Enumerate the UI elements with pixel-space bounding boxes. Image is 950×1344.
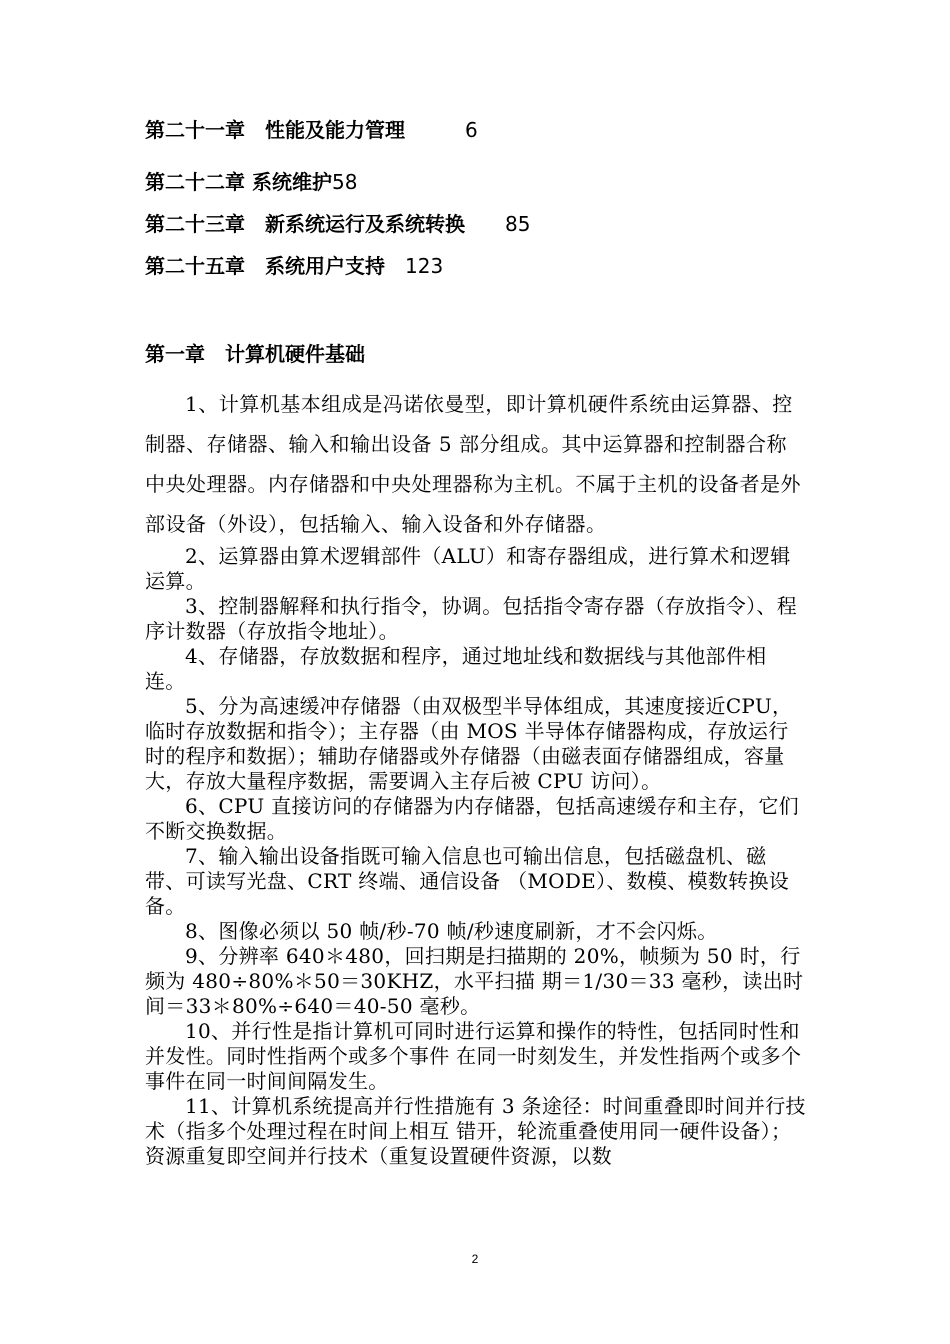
toc-entry-page: 6 bbox=[465, 118, 478, 142]
paragraph: 9、分辨率 640＊480，回扫期是扫描期的 20%，帧频为 50 时，行频为 480÷80%＊50＝30KHZ，水平扫描 期＝1/30＝33 毫秒，读出时间＝33＊80%÷640＝40-50 毫秒。 bbox=[145, 944, 804, 1018]
toc-entry[interactable] bbox=[145, 252, 443, 280]
paragraph: 6、CPU 直接访问的存储器为内存储器，包括高速缓存和主存，它们不断交换数据。 bbox=[145, 794, 799, 843]
toc-entry-page: 123 bbox=[405, 254, 444, 278]
paragraph: 10、并行性是指计算机可同时进行运算和操作的特性，包括同时性和并发性。同时性指两个或多个事件 在同一时刻发生，并发性指两个或多个事件在同一时间间隔发生。 bbox=[145, 1019, 802, 1093]
toc-entry-title: 第二十五章 系统用户支持 bbox=[145, 254, 385, 278]
toc-entry-page: 85 bbox=[505, 212, 531, 236]
paragraph: 3、控制器解释和执行指令，协调。包括指令寄存器（存放指令）、程序计数器（存放指令地址）。 bbox=[145, 594, 798, 643]
toc-entry-title: 第二十一章 性能及能力管理 bbox=[145, 118, 405, 142]
paragraph: 4、存储器，存放数据和程序，通过地址线和数据线与其他部件相连。 bbox=[145, 644, 767, 693]
toc-entry[interactable] bbox=[145, 168, 357, 196]
toc-entry-page: 58 bbox=[331, 170, 358, 194]
toc-entry-gap bbox=[405, 118, 465, 142]
toc-entry-title: 第二十二章 系统维护 bbox=[145, 170, 332, 194]
paragraph: 7、输入输出设备指既可输入信息也可输出信息，包括磁盘机、磁带、可读写光盘、CRT 终端、通信设备 （MODE）、数模、模数转换设备。 bbox=[145, 844, 790, 918]
toc-entry[interactable] bbox=[145, 116, 478, 144]
paragraph: 8、图像必须以 50 帧/秒-70 帧/秒速度刷新，才不会闪烁。 bbox=[185, 919, 718, 943]
toc-entry[interactable] bbox=[145, 210, 530, 238]
toc-entry-gap bbox=[385, 254, 405, 278]
paragraph: 2、运算器由算术逻辑部件（ALU）和寄存器组成，进行算术和逻辑运算。 bbox=[145, 544, 791, 593]
body-section bbox=[145, 544, 807, 1169]
paragraph: 1、计算机基本组成是冯诺依曼型，即计算机硬件系统由运算器、控制器、存储器、输入和输出设备 5 部分组成。其中运算器和控制器合称中央处理器。内存储器和中央处理器称为主机。不属于主机的设备者是外部设备（外设），包括输入、输入设备和外存储器。 bbox=[145, 392, 801, 536]
toc-entry-title: 第二十三章 新系统运行及系统转换 bbox=[145, 212, 465, 236]
paragraph: 11、计算机系统提高并行性措施有 3 条途径：时间重叠即时间并行技术（指多个处理过程在时间上相互 错开，轮流重叠使用同一硬件设备）；资源重复即空间并行技术（重复设置硬件资源，以数 bbox=[145, 1094, 806, 1168]
page-number: 2 bbox=[471, 1252, 479, 1266]
chapter-heading: 第一章 计算机硬件基础 bbox=[145, 342, 365, 366]
toc-entry-gap bbox=[465, 212, 505, 236]
paragraph: 5、分为高速缓冲存储器（由双极型半导体组成，其速度接近CPU，临时存放数据和指令）；主存器（由 MOS 半导体存储器构成，存放运行时的程序和数据）；辅助存储器或外存储器（由磁表面存储器组成，容量大，存放大量程序数据，需要调入主存后被 CPU 访问）。 bbox=[145, 694, 793, 793]
